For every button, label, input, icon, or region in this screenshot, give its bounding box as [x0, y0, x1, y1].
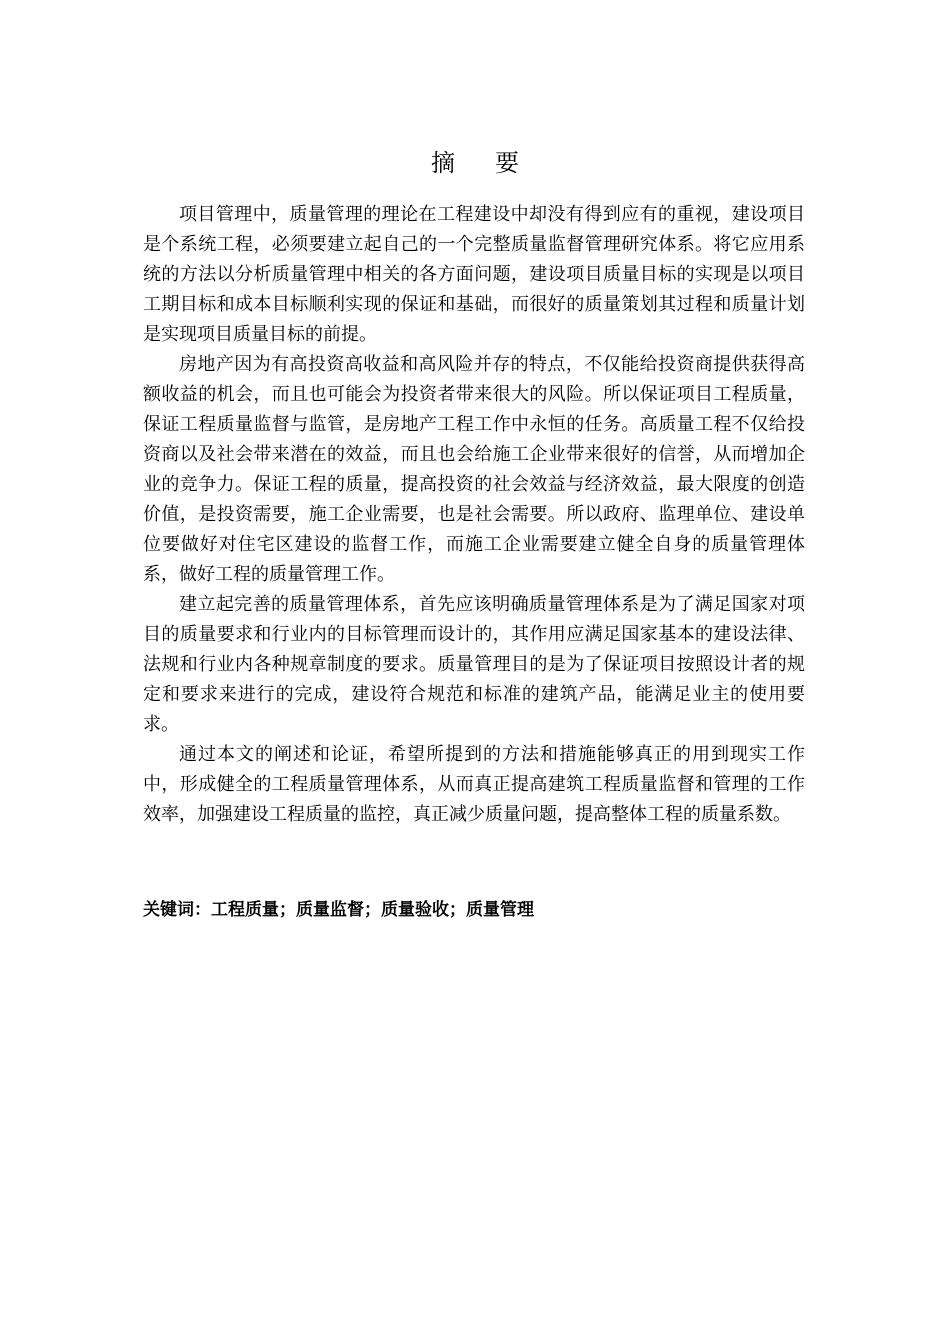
abstract-paragraph-3: 建立起完善的质量管理体系，首先应该明确质量管理体系是为了满足国家对项目的质量要求和行业内的目标管理而设计的，其作用应满足国家基本的建设法律、法规和行业内各种规章制度的要求。质量管理目的是为了保证项目按照设计者的规定和要求来进行的完成，建设符合规范和标准的建筑产品，能满足业主的使用要求。 [143, 594, 805, 735]
abstract-body [143, 200, 805, 830]
keywords-line: 关键词：工程质量；质量监督；质量验收；质量管理 [143, 900, 534, 920]
abstract-paragraph-2: 房地产因为有高投资高收益和高风险并存的特点，不仅能给投资商提供获得高额收益的机会，而且也可能会为投资者带来很大的风险。所以保证项目工程质量，保证工程质量监督与监管，是房地产工程工作中永恒的任务。高质量工程不仅给投资商以及社会带来潜在的效益，而且也会给施工企业带来很好的信誉，从而增加企业的竞争力。保证工程的质量，提高投资的社会效益与经济效益，最大限度的创造价值，是投资需要，施工企业需要，也是社会需要。所以政府、监理单位、建设单位要做好对住宅区建设的监督工作，而施工企业需要建立健全自身的质量管理体系，做好工程的质量管理工作。 [143, 354, 805, 585]
abstract-paragraph-4: 通过本文的阐述和论证，希望所提到的方法和措施能够真正的用到现实工作中，形成健全的工程质量管理体系，从而真正提高建筑工程质量监督和管理的工作效率，加强建设工程质量的监控，真正减少质量问题，提高整体工程的质量系数。 [143, 744, 805, 825]
abstract-paragraph-1: 项目管理中，质量管理的理论在工程建设中却没有得到应有的重视，建设项目是个系统工程，必须要建立起自己的一个完整质量监督管理研究体系。将它应用系统的方法以分析质量管理中相关的各方面问题，建设项目质量目标的实现是以项目工期目标和成本目标顺利实现的保证和基础，而很好的质量策划其过程和质量计划是实现项目质量目标的前提。 [143, 204, 805, 345]
page-title: 摘要 [431, 149, 559, 177]
